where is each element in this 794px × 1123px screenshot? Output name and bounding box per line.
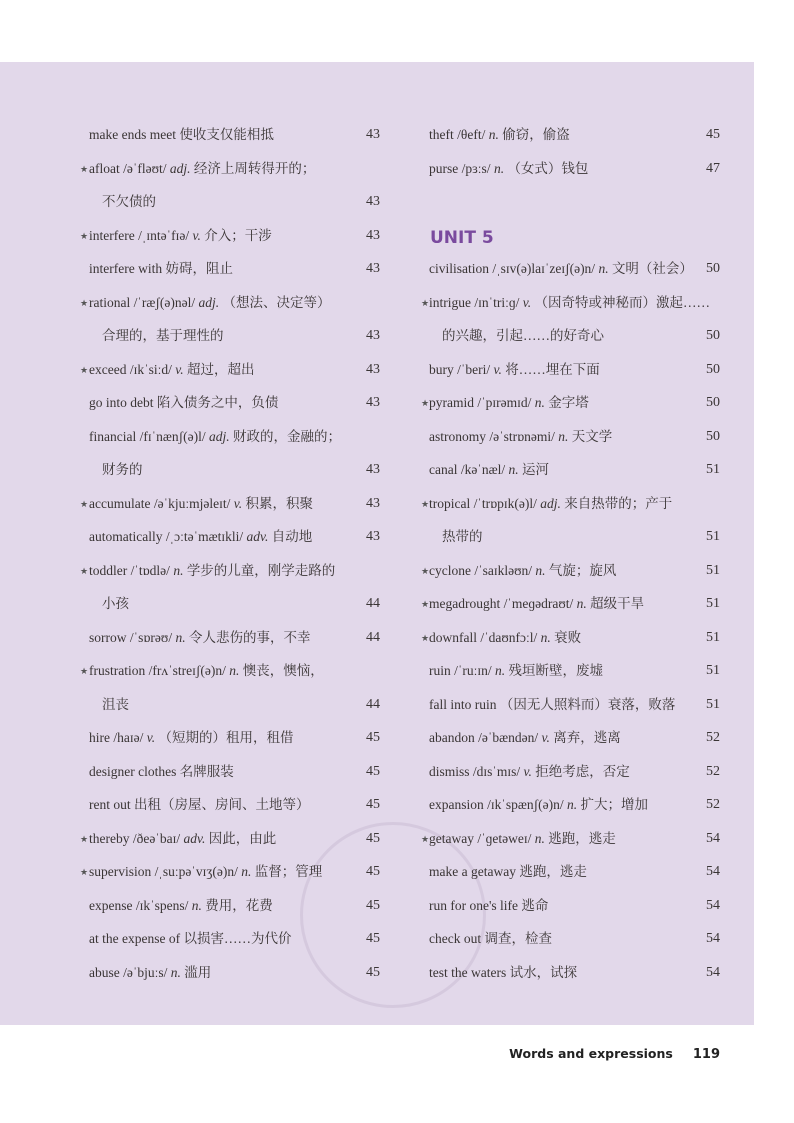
new-word-star-icon: ★: [80, 565, 89, 576]
new-word-star-icon: ★: [80, 163, 89, 174]
new-word-star-icon: ★: [421, 297, 430, 308]
entry-line: [421, 393, 589, 413]
entry-word: accumulate: [89, 495, 151, 511]
entry-translation: 扩大；增加: [580, 797, 648, 812]
entry-page-number: 44: [366, 696, 380, 712]
entry-word: pyramid: [429, 395, 474, 410]
entry-page-number: 50: [706, 361, 720, 377]
entry-phonetic: /fɪˈnænʃ(ə)l/: [139, 428, 206, 444]
entry-part-of-speech: n.: [567, 797, 578, 812]
entry-page-number: 54: [706, 830, 720, 846]
entry-phonetic: /ɪnˈtriːɡ/: [474, 294, 520, 310]
entry-word: test the waters: [429, 964, 507, 980]
entry-phonetic: /ˈmeɡədraʊt/: [503, 596, 574, 611]
entry-translation: 文明（社会）: [611, 261, 693, 276]
entry-part-of-speech: n.: [576, 596, 587, 611]
page-footer: [509, 1046, 720, 1062]
entry-line: [80, 159, 316, 179]
entry-part-of-speech: v.: [493, 361, 502, 377]
entry-page-number: 50: [706, 395, 720, 410]
entry-phonetic: /ɪkˈspænʃ(ə)n/: [487, 797, 564, 812]
entry-word: rent out: [89, 797, 131, 812]
entry-line: [80, 293, 331, 313]
entry-word: megadrought: [429, 596, 501, 611]
entry-translation: 运河: [521, 462, 549, 477]
entry-word: at the expense of: [89, 931, 181, 946]
entry-phonetic: /ˌsuːpəˈvɪʒ(ə)n/: [154, 864, 238, 879]
entry-line: [429, 360, 600, 380]
entry-line: [421, 561, 617, 581]
entry-line: [429, 762, 630, 782]
entry-continuation: 热带的: [442, 529, 483, 544]
entry-word: financial: [89, 428, 137, 444]
entry-line: [429, 159, 588, 179]
entry-page-number: 43: [366, 529, 380, 544]
entry-part-of-speech: n.: [534, 395, 545, 410]
entry-word: bury: [429, 361, 454, 377]
entry-page-number: 51: [706, 696, 720, 712]
entry-page-number: 54: [706, 964, 720, 980]
entry-line: [89, 125, 274, 145]
entry-translation: 天文学: [571, 428, 613, 444]
entry-phonetic: /ˌsɪv(ə)laɪˈzeɪʃ(ə)n/: [492, 261, 596, 276]
entry-part-of-speech: n.: [540, 629, 551, 645]
entry-word: hire: [89, 730, 110, 745]
entry-page-number: 45: [366, 763, 380, 779]
entry-word: interfere: [89, 227, 135, 243]
entry-phonetic: /pɜːs/: [461, 160, 491, 176]
entry-line: [89, 963, 211, 983]
entry-word: abuse: [89, 964, 120, 980]
entry-word: run for one's life: [429, 897, 519, 913]
entry-phonetic: /ˈsɒrəʊ/: [129, 629, 173, 645]
entry-continuation: 小孩: [102, 596, 129, 611]
entry-translation: 介入；干涉: [204, 227, 272, 243]
entry-phonetic: /ɪkˈsiːd/: [129, 361, 172, 377]
entry-phonetic: /ˈpɪrəmɪd/: [477, 395, 532, 410]
new-word-star-icon: ★: [421, 498, 430, 509]
entry-line: [89, 628, 310, 648]
entry-translation: 以损害……为代价: [183, 931, 292, 946]
entry-page-number: 52: [706, 763, 720, 779]
entry-line: [429, 125, 570, 145]
entry-page-number: 50: [706, 428, 720, 444]
entry-page-number: 47: [706, 160, 720, 176]
entry-page-number: 50: [706, 328, 720, 343]
new-word-star-icon: ★: [421, 599, 430, 609]
entry-word: getaway: [429, 830, 474, 846]
entry-phonetic: /əˈkjuːmjəleɪt/: [153, 495, 231, 511]
entry-word: sorrow: [89, 629, 127, 645]
entry-word: ruin: [429, 663, 451, 678]
entry-part-of-speech: n.: [488, 127, 499, 142]
entry-line: [80, 561, 336, 581]
entry-page-number: 52: [706, 797, 720, 812]
entry-word: intrigue: [429, 294, 471, 310]
entry-word: automatically: [89, 529, 163, 544]
entry-part-of-speech: v.: [233, 495, 243, 511]
vocabulary-panel: [0, 62, 754, 1025]
entry-translation: （因奇特或神秘而）激起……: [534, 294, 710, 310]
entry-part-of-speech: v.: [192, 227, 201, 243]
entry-translation: 拒绝考虑，否定: [535, 763, 630, 779]
entry-page-number: 51: [706, 562, 720, 578]
entry-translation: 妨碍，阻止: [165, 261, 233, 276]
entry-phonetic: /əˈstrɒnəmi/: [489, 428, 555, 444]
new-word-star-icon: ★: [80, 833, 89, 844]
entry-translation: （女式）钱包: [507, 160, 589, 176]
entry-translation: （因无人照料而）衰落，败落: [499, 696, 676, 712]
entry-page-number: 51: [706, 529, 720, 544]
entry-translation: 残垣断壁，废墟: [508, 663, 603, 678]
new-word-star-icon: ★: [80, 230, 89, 241]
footer-section-title: Words and expressions: [509, 1046, 673, 1061]
entry-page-number: 52: [706, 730, 720, 745]
entry-translation: 逃跑，逃走: [519, 864, 587, 879]
entry-part-of-speech: n.: [534, 830, 545, 846]
entry-page-number: 45: [366, 964, 380, 980]
new-word-star-icon: ★: [80, 867, 89, 877]
entry-part-of-speech: v.: [541, 730, 550, 745]
entry-line: [89, 427, 341, 447]
entry-page-number: 45: [366, 797, 380, 812]
new-word-star-icon: ★: [80, 666, 89, 676]
entry-page-number: 43: [366, 227, 380, 243]
entry-part-of-speech: v.: [522, 294, 532, 310]
new-word-star-icon: ★: [421, 833, 430, 844]
entry-line: [429, 896, 548, 916]
entry-page-number: 51: [706, 629, 720, 645]
entry-line: [80, 862, 323, 882]
entry-phonetic: /ˈtɒdlə/: [130, 562, 170, 578]
entry-page-number: 43: [366, 261, 380, 276]
new-word-star-icon: ★: [421, 565, 430, 576]
entry-page-number: 54: [706, 897, 720, 913]
entry-translation: 懊丧，懊恼，: [242, 663, 324, 678]
entry-translation: 滥用: [184, 964, 212, 980]
entry-phonetic: /əˈbjuːs/: [123, 964, 168, 980]
entry-translation: 逃命: [521, 897, 549, 913]
entry-phonetic: /ˈruːɪn/: [454, 663, 492, 678]
entry-continuation: 财务的: [102, 462, 143, 477]
entry-line: [89, 929, 291, 949]
entry-continuation: 不欠债的: [102, 194, 156, 209]
entry-part-of-speech: v.: [175, 361, 184, 377]
entry-word: go into debt: [89, 395, 154, 410]
entry-page-number: 51: [706, 663, 720, 678]
entry-translation: 偷窃，偷盗: [502, 127, 570, 142]
entry-line: [429, 661, 603, 681]
entry-line: [80, 661, 324, 681]
entry-word: thereby: [89, 830, 130, 846]
entry-line: [80, 494, 313, 514]
entry-part-of-speech: n.: [173, 562, 184, 578]
new-word-star-icon: ★: [421, 632, 430, 643]
entry-translation: 金字塔: [548, 395, 589, 410]
entry-page-number: 43: [366, 328, 380, 343]
new-word-star-icon: ★: [80, 364, 89, 375]
entry-phonetic: /ɪkˈspens/: [135, 897, 189, 913]
entry-translation: 逃跑，逃走: [548, 830, 616, 846]
entry-line: [80, 360, 255, 380]
entry-line: [429, 963, 577, 983]
entry-phonetic: /ˈberi/: [457, 361, 491, 377]
entry-word: tropical: [429, 495, 471, 511]
entry-page-number: 45: [366, 897, 380, 913]
entry-word: afloat: [89, 160, 120, 176]
entry-word: cyclone: [429, 562, 471, 578]
entry-part-of-speech: n.: [598, 261, 609, 276]
entry-continuation: 的兴趣，引起……的好奇心: [442, 328, 604, 343]
entry-word: canal: [429, 462, 458, 477]
entry-line: [429, 929, 552, 949]
entry-phonetic: /ˈtrɒpɪk(ə)l/: [473, 495, 537, 511]
entry-translation: 气旋；旋风: [548, 562, 617, 578]
entry-word: interfere with: [89, 261, 163, 276]
entry-page-number: 43: [366, 361, 380, 377]
entry-phonetic: /ðeəˈbaɪ/: [132, 830, 181, 846]
entry-translation: 费用，花费: [205, 897, 273, 913]
entry-word: make a getaway: [429, 864, 516, 879]
entry-part-of-speech: adj.: [540, 495, 561, 511]
entry-translation: 出租（房屋、房间、土地等）: [134, 797, 310, 812]
unit-heading: UNIT 5: [430, 228, 494, 248]
entry-phonetic: /θeft/: [457, 127, 486, 142]
entry-phonetic: /dɪsˈmɪs/: [472, 763, 521, 779]
entry-line: [429, 695, 675, 715]
entry-word: purse: [429, 160, 459, 176]
entry-phonetic: /əˈfləʊt/: [123, 160, 167, 176]
entry-page-number: 54: [706, 864, 720, 879]
entry-word: astronomy: [429, 428, 486, 444]
entry-page-number: 44: [366, 596, 380, 611]
entry-page-number: 45: [366, 830, 380, 846]
new-word-star-icon: ★: [80, 498, 89, 509]
entry-part-of-speech: n.: [229, 663, 240, 678]
entry-phonetic: /haɪə/: [113, 730, 144, 745]
entry-line: [89, 896, 273, 916]
entry-page-number: 43: [366, 495, 380, 511]
entry-page-number: 43: [366, 127, 380, 142]
entry-page-number: 44: [366, 629, 380, 645]
entry-part-of-speech: n.: [170, 964, 181, 980]
entry-word: theft: [429, 127, 454, 142]
entry-word: expansion: [429, 797, 484, 812]
entry-translation: 积累，积聚: [245, 495, 313, 511]
page-number: 119: [692, 1047, 720, 1062]
entry-translation: 自动地: [271, 529, 313, 544]
entry-line: [421, 829, 616, 849]
entry-part-of-speech: n.: [175, 629, 186, 645]
entry-translation: 令人悲伤的事，不幸: [188, 629, 311, 645]
entry-translation: 试水，试探: [509, 964, 578, 980]
entry-translation: 超级干旱: [590, 596, 645, 611]
entry-translation: （想法、决定等）: [222, 294, 331, 310]
entry-word: supervision: [89, 864, 152, 879]
entry-phonetic: /ˈɡetəweɪ/: [477, 830, 532, 846]
entry-translation: 经济上周转得开的；: [193, 160, 316, 176]
entry-line: [80, 829, 277, 849]
entry-line: [421, 594, 645, 614]
entry-part-of-speech: v.: [146, 730, 156, 745]
entry-translation: 离弃，逃离: [553, 730, 621, 745]
entry-line: [421, 628, 582, 648]
entry-line: [421, 293, 710, 313]
entry-translation: 超过，超出: [186, 361, 255, 377]
entry-part-of-speech: n.: [191, 897, 202, 913]
new-word-star-icon: ★: [80, 297, 89, 308]
entry-part-of-speech: n.: [241, 864, 252, 879]
entry-continuation: 沮丧: [102, 696, 129, 712]
entry-phonetic: /ˌɪntəˈfɪə/: [138, 227, 190, 243]
entry-word: downfall: [429, 629, 477, 645]
entry-translation: 监督；管理: [254, 864, 323, 879]
entry-page-number: 51: [706, 596, 720, 611]
entry-page-number: 45: [366, 931, 380, 946]
entry-page-number: 43: [366, 462, 380, 477]
entry-word: expense: [89, 897, 133, 913]
entry-word: toddler: [89, 562, 128, 578]
entry-word: rational: [89, 294, 131, 310]
entry-word: dismiss: [429, 763, 470, 779]
entry-page-number: 50: [706, 261, 720, 276]
entry-line: [429, 795, 648, 815]
entry-line: [421, 494, 673, 514]
entry-phonetic: /ˈræʃ(ə)nəl/: [133, 294, 196, 310]
entry-part-of-speech: n.: [495, 663, 506, 678]
entry-part-of-speech: adj.: [208, 428, 230, 444]
entry-phonetic: /ˈsaɪkləʊn/: [474, 562, 533, 578]
entry-phonetic: /əˈbændən/: [478, 730, 539, 745]
entry-page-number: 51: [706, 462, 720, 477]
entry-line: [429, 259, 693, 279]
entry-translation: 名牌服装: [179, 763, 234, 779]
entry-word: designer clothes: [89, 763, 177, 779]
entry-word: check out: [429, 931, 482, 946]
entry-page-number: 43: [366, 194, 380, 209]
entry-translation: 因此，由此: [208, 830, 277, 846]
entry-line: [89, 527, 312, 547]
entry-page-number: 45: [366, 730, 380, 745]
entry-translation: 将……埋在下面: [505, 361, 600, 377]
entry-part-of-speech: adv.: [183, 830, 206, 846]
entry-part-of-speech: adj.: [198, 294, 220, 310]
entry-phonetic: /kəˈnæl/: [460, 462, 506, 477]
entry-phonetic: /ˌɔːtəˈmætɪkli/: [165, 529, 244, 544]
entry-translation: 调查，检查: [484, 931, 552, 946]
entry-part-of-speech: n.: [508, 462, 519, 477]
new-word-star-icon: ★: [421, 398, 430, 408]
entry-phonetic: /frʌˈstreɪʃ(ə)n/: [148, 663, 226, 678]
entry-part-of-speech: n.: [558, 428, 569, 444]
entry-part-of-speech: adv.: [246, 529, 269, 544]
entry-line: [429, 728, 621, 748]
entry-translation: 来自热带的；产于: [564, 495, 673, 511]
entry-word: fall into ruin: [429, 696, 497, 712]
entry-word: exceed: [89, 361, 127, 377]
entry-page-number: 45: [366, 864, 380, 879]
entry-continuation: 合理的，基于理性的: [102, 328, 224, 343]
entry-line: [429, 427, 612, 447]
entry-line: [89, 795, 310, 815]
entry-page-number: 43: [366, 395, 380, 410]
entry-line: [429, 862, 587, 882]
entry-translation: 学步的儿童，刚学走路的: [186, 562, 336, 578]
entry-line: [89, 762, 234, 782]
entry-part-of-speech: adj.: [169, 160, 191, 176]
entry-translation: 财政的，金融的；: [232, 428, 341, 444]
entry-translation: （短期的）租用，租借: [158, 730, 294, 745]
entry-part-of-speech: v.: [523, 763, 532, 779]
entry-part-of-speech: n.: [535, 562, 546, 578]
entry-translation: 陷入债务之中，负债: [156, 395, 279, 410]
entry-line: [80, 226, 272, 246]
entry-line: [89, 728, 294, 748]
entry-word: frustration: [89, 663, 146, 678]
entry-word: make ends meet: [89, 127, 176, 142]
entry-line: [89, 393, 278, 413]
entry-page-number: 54: [706, 931, 720, 946]
entry-phonetic: /ˈdaʊnfɔːl/: [480, 629, 538, 645]
entry-part-of-speech: n.: [493, 160, 505, 176]
entry-line: [429, 460, 549, 480]
entry-word: abandon: [429, 730, 475, 745]
entry-translation: 衰败: [554, 629, 582, 645]
entry-line: [89, 259, 233, 279]
entry-page-number: 45: [706, 127, 720, 142]
entry-translation: 使收支仅能相抵: [179, 127, 274, 142]
entry-word: civilisation: [429, 261, 489, 276]
